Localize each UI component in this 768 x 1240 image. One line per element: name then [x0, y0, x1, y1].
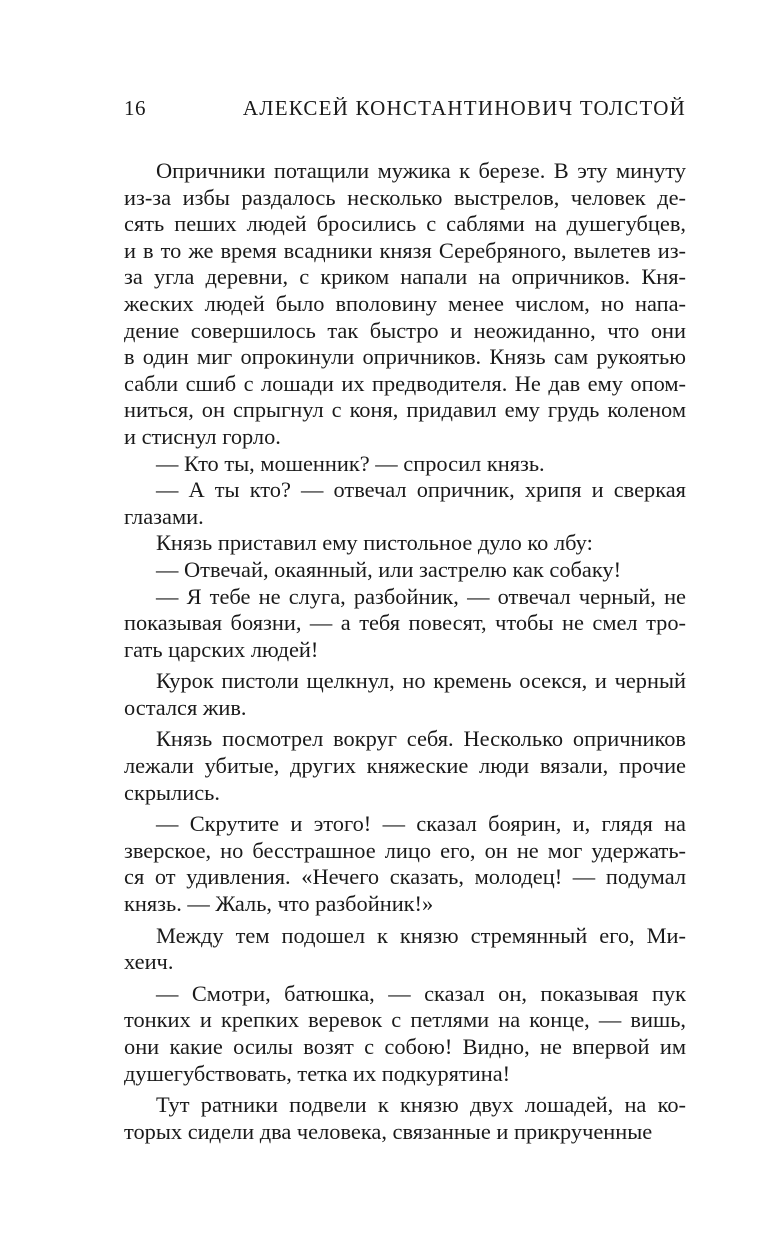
paragraph	[124, 584, 686, 664]
text-line: скрылись.	[124, 779, 220, 805]
text-line: тонких и крепких веревок с петлями на конце, — вишь,	[124, 1007, 686, 1033]
paragraph	[124, 811, 686, 917]
paragraph	[124, 158, 686, 451]
text-line: — Скрутите и этого! — сказал боярин, и, глядя на	[156, 811, 686, 837]
text-line: Тут ратники подвели к князю двух лошадей, на ко-	[156, 1092, 686, 1118]
text-line: ниться, он спрыгнул с коня, придавил ему грудь коленом	[124, 397, 686, 423]
text-line: сять пеших людей бросились с саблями на душегубцев,	[124, 211, 686, 237]
text-line: князь. — Жаль, что разбойник!»	[124, 891, 434, 917]
paragraph	[124, 726, 686, 806]
text-line: Князь приставил ему пистольное дуло ко лбу:	[156, 530, 593, 556]
text-line: хеич.	[124, 949, 174, 975]
text-line: они какие осилы возят с собою! Видно, не впервой им	[124, 1034, 686, 1059]
text-line: остался жив.	[124, 694, 247, 720]
text-line: глазами.	[124, 503, 204, 529]
paragraph	[124, 923, 686, 976]
running-head	[124, 96, 686, 126]
paragraph	[124, 1092, 686, 1145]
page-number: 16	[124, 96, 146, 120]
text-line: показывая боязни, — а тебя повесят, чтобы не смел тро-	[124, 610, 686, 636]
text-line: зверское, но бесстрашное лицо его, он не мог удержать-	[124, 837, 686, 863]
text-line: гать царских людей!	[124, 636, 319, 662]
text-line: и стиснул горло.	[124, 423, 281, 449]
text-line: Опричники потащили мужика к березе. В эту минуту	[156, 158, 686, 183]
text-line: лежали убитые, других княжеские люди вязали, прочие	[124, 753, 686, 779]
text-line: из-за избы раздалось несколько выстрелов, человек де-	[124, 184, 686, 210]
text-line: торых сидели два человека, связанные и прикрученные	[124, 1118, 653, 1144]
text-line: ся от удивления. «Нечего сказать, молодец! — подумал	[124, 864, 686, 890]
text-line: — Смотри, батюшка, — сказал он, показывая пук	[156, 980, 686, 1006]
body-text	[124, 158, 686, 1145]
text-line: — А ты кто? — отвечал опричник, хрипя и сверкая	[156, 477, 686, 503]
text-line: — Я тебе не слуга, разбойник, — отвечал черный, не	[156, 583, 686, 609]
running-title: АЛЕКСЕЙ КОНСТАНТИНОВИЧ ТОЛСТОЙ	[242, 96, 686, 120]
text-line: и в то же время всадники князя Серебряного, вылетев из-	[124, 237, 686, 263]
text-line: за угла деревни, с криком напали на опричников. Кня-	[124, 264, 686, 290]
text-line: сабли сшиб с лошади их предводителя. Не дав ему опом-	[124, 370, 686, 396]
text-line: душегубствовать, тетка их подкурятина!	[124, 1060, 511, 1086]
text-line: дение совершилось так быстро и неожиданно, что они	[124, 317, 686, 343]
text-line: жеских людей было вполовину менее числом, но напа-	[124, 290, 686, 316]
paragraph	[124, 557, 686, 584]
text-line: — Отвечай, окаянный, или застрелю как собаку!	[156, 556, 622, 582]
text-line: — Кто ты, мошенник? — спросил князь.	[156, 450, 545, 476]
text-line: Князь посмотрел вокруг себя. Несколько опричников	[156, 726, 686, 752]
paragraph	[124, 981, 686, 1087]
paragraph	[124, 668, 686, 721]
paragraph	[124, 530, 686, 557]
text-line: Курок пистоли щелкнул, но кремень осекся, и черный	[156, 668, 686, 694]
text-line: в один миг опрокинули опричников. Князь сам рукоятью	[124, 344, 686, 370]
paragraph	[124, 451, 686, 478]
paragraph	[124, 477, 686, 530]
text-line: Между тем подошел к князю стремянный его, Ми-	[156, 922, 686, 948]
